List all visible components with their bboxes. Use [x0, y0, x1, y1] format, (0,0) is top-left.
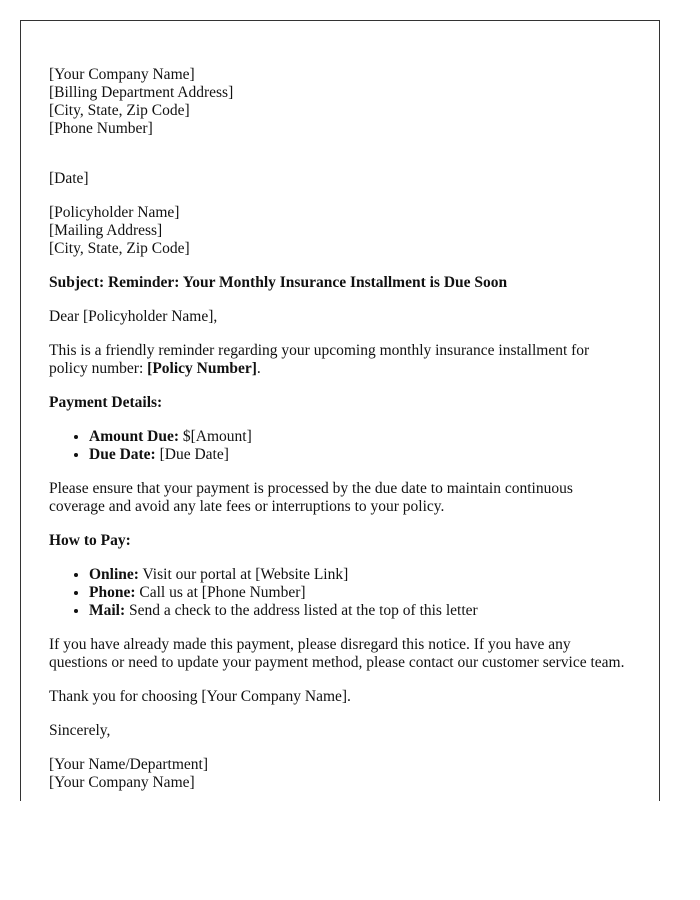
online-value: Visit our portal at [Website Link]	[138, 566, 349, 583]
sender-company-name: [Your Company Name]	[49, 66, 195, 83]
ensure-payment-paragraph: Please ensure that your payment is processed by the due date to maintain continuous coverage and avoid any late fees or interruptions to your policy.	[49, 480, 573, 515]
how-to-pay-heading-text: How to Pay:	[49, 532, 131, 549]
amount-due-label: Amount Due:	[89, 428, 179, 445]
list-item-phone	[89, 584, 631, 602]
mail-label: Mail:	[89, 602, 126, 619]
letter-page	[20, 20, 660, 801]
disregard-paragraph: If you have already made this payment, please disregard this notice. If you have any questions or need to update your payment method, please contact our customer service team.	[49, 636, 625, 671]
list-item-mail	[89, 602, 631, 620]
online-label: Online:	[89, 566, 139, 583]
intro-text: This is a friendly reminder regarding your upcoming monthly insurance installment for policy number:	[49, 342, 590, 377]
signature-name-department: [Your Name/Department]	[49, 756, 208, 773]
recipient-name: [Policyholder Name]	[49, 204, 180, 221]
how-to-pay-list	[49, 566, 631, 620]
recipient-mailing-address: [Mailing Address]	[49, 222, 163, 239]
payment-details-list	[49, 428, 631, 464]
subject-text: Subject: Reminder: Your Monthly Insurance Installment is Due Soon	[49, 274, 508, 291]
intro-paragraph	[49, 342, 631, 378]
recipient-city-state-zip: [City, State, Zip Code]	[49, 240, 190, 257]
phone-value: Call us at [Phone Number]	[135, 584, 306, 601]
list-item-due-date	[89, 446, 631, 464]
amount-due-value: $[Amount]	[179, 428, 252, 445]
recipient-address-block	[49, 204, 631, 258]
phone-label: Phone:	[89, 584, 136, 601]
sender-billing-address: [Billing Department Address]	[49, 84, 234, 101]
intro-end: .	[256, 360, 261, 377]
letter-date: [Date]	[49, 170, 89, 187]
how-to-pay-heading	[49, 532, 631, 550]
policy-number: [Policy Number]	[147, 360, 257, 377]
salutation: Dear [Policyholder Name],	[49, 308, 218, 325]
list-item-online	[89, 566, 631, 584]
list-item-amount-due	[89, 428, 631, 446]
mail-value: Send a check to the address listed at the top of this letter	[125, 602, 478, 619]
signature-block	[49, 756, 631, 792]
signature-company-name: [Your Company Name]	[49, 774, 195, 791]
payment-details-heading	[49, 394, 631, 412]
due-date-label: Due Date:	[89, 446, 156, 463]
closing: Sincerely,	[49, 722, 111, 739]
payment-details-heading-text: Payment Details:	[49, 394, 163, 411]
sender-phone: [Phone Number]	[49, 120, 153, 137]
subject-line	[49, 274, 631, 292]
due-date-value: [Due Date]	[155, 446, 229, 463]
thanks-paragraph: Thank you for choosing [Your Company Name].	[49, 688, 351, 705]
sender-city-state-zip: [City, State, Zip Code]	[49, 102, 190, 119]
